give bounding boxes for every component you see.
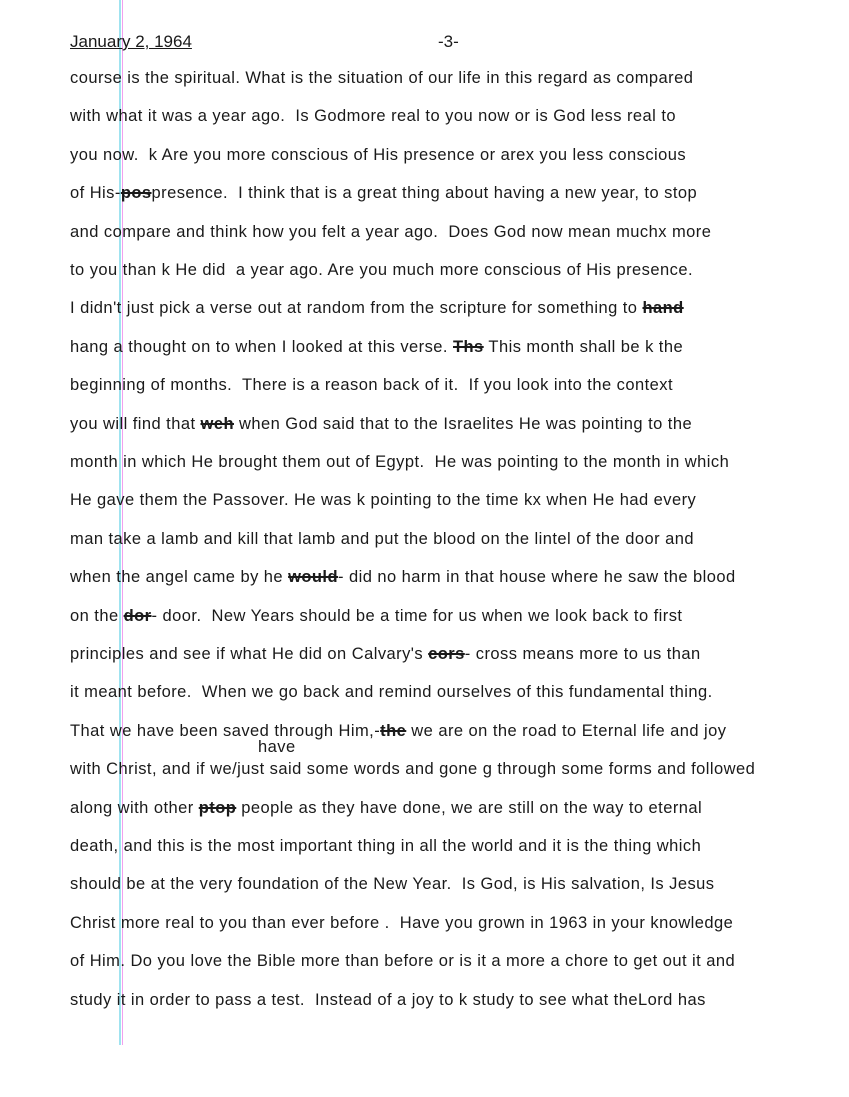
text-line (70, 298, 684, 318)
text-line (70, 644, 701, 664)
text-segment: with Christ, and if we/just said some words and gone g through some forms and followed (70, 760, 756, 779)
text-line (70, 913, 733, 933)
text-line (70, 222, 711, 242)
text-segment: to you than k He did a year ago. Are you much more conscious of His presence. (70, 261, 693, 279)
text-segment: should be at the very foundation of the New Year. Is God, is His salvation, Is Jesus (70, 875, 715, 894)
text-segment: when God said that to the Israelites He was pointing to the (233, 414, 693, 433)
text-line (70, 951, 735, 971)
text-line (70, 836, 701, 856)
text-segment: death, and this is the most important thing in all the world and it is the thing which (70, 837, 702, 855)
struck-text: weh (200, 414, 234, 433)
text-line (70, 414, 692, 434)
text-segment: That we have been saved through Him,- (70, 721, 381, 740)
text-line (70, 490, 696, 510)
text-line (70, 682, 713, 702)
struck-text: ptop (198, 798, 237, 817)
text-segment: This month shall be k the (483, 337, 684, 356)
page-number: -3- (438, 32, 459, 51)
text-line (70, 375, 673, 395)
text-segment: it meant before. When we go back and remind ourselves of this fundamental thing. (70, 683, 713, 702)
text-line (70, 145, 686, 165)
text-segment: presence. I think that is a great thing about having a new year, to stop (151, 184, 698, 203)
text-line (70, 183, 697, 203)
text-segment: month in which He brought them out of Egypt. He was pointing to the month in which (70, 453, 730, 471)
text-line (70, 452, 729, 472)
text-line (70, 567, 736, 587)
struck-text: would (288, 568, 338, 587)
text-segment: when the angel came by he (70, 568, 289, 587)
text-segment: - did no harm in that house where he saw the blood (338, 568, 736, 587)
struck-text: pos (120, 184, 152, 203)
text-segment: He gave them the Passover. He was k pointing to the time kx when He had every (70, 491, 697, 510)
text-segment: beginning of months. There is a reason back of it. If you look into the context (70, 376, 673, 395)
text-line (70, 337, 683, 357)
text-line (70, 68, 693, 88)
struck-text: dor (123, 606, 152, 625)
struck-text: the (380, 721, 407, 740)
text-segment: - cross means more to us than (464, 645, 701, 663)
text-segment: hang a thought on to when I looked at this verse. (70, 337, 453, 356)
text-line (70, 759, 755, 779)
text-line (70, 529, 694, 549)
text-line (70, 106, 676, 126)
text-segment: I didn't just pick a verse out at random from the scripture for something to (70, 299, 643, 318)
text-segment: course is the spiritual. What is the situation of our life in this regard as compared (70, 69, 694, 87)
text-segment: study it in order to pass a test. Instead of a joy to k study to see what theLord has (70, 990, 706, 1009)
text-segment: Christ more real to you than ever before . Have you grown in 1963 in your knowledge (70, 913, 734, 932)
text-segment: we are on the road to Eternal life and joy (406, 721, 727, 740)
text-line (70, 260, 693, 280)
struck-text: hand (642, 299, 684, 318)
text-line (70, 606, 682, 626)
text-line (70, 721, 726, 741)
text-segment: you will find that (70, 414, 201, 433)
text-segment: along with other (70, 798, 199, 817)
text-line (70, 874, 715, 894)
struck-text: cors (428, 645, 465, 663)
text-segment: principles and see if what He did on Calvary's (70, 645, 429, 663)
text-line (70, 990, 706, 1010)
struck-text: Ths (453, 337, 484, 356)
text-segment: - door. New Years should be a time for us when we look back to first (151, 606, 683, 625)
text-line (70, 798, 702, 818)
text-segment: on the (70, 606, 124, 625)
text-segment: of Him. Do you love the Bible more than before or is it a more a chore to get out it and (70, 952, 736, 971)
text-segment: and compare and think how you felt a year ago. Does God now mean muchx more (70, 222, 712, 241)
handwritten-insertion: have (258, 738, 296, 756)
text-segment: you now. k Are you more conscious of His presence or arex you less conscious (70, 145, 687, 164)
text-segment: with what it was a year ago. Is Godmore real to you now or is God less real to (70, 107, 676, 126)
document-date: January 2, 1964 (70, 32, 192, 51)
text-segment: people as they have done, we are still on the way to eternal (236, 798, 703, 817)
text-segment: man take a lamb and kill that lamb and put the blood on the lintel of the door and (70, 529, 694, 548)
text-segment: of His- (70, 184, 121, 203)
